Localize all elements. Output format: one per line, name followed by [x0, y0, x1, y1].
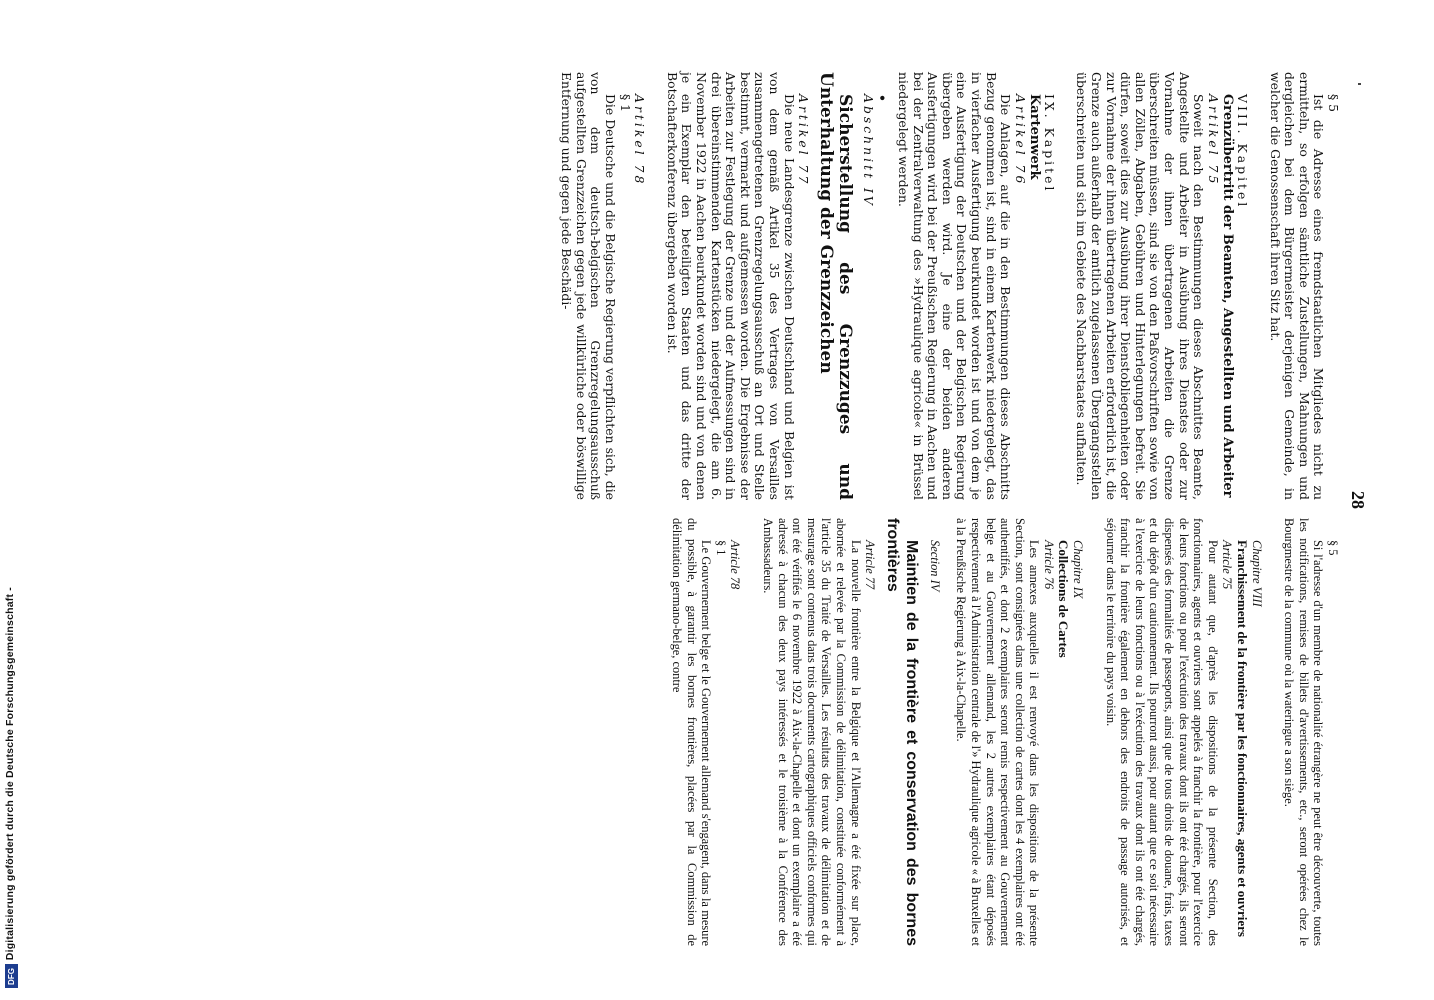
fr-chapter-9: Chapitre IX: [1071, 540, 1086, 599]
fr-article-75-text: Pour autant que, d'après les dispositions de la présente Section, des fonctionnaires, agents et ouvriers sont appelés à franchir la frontière, pour l'exercice de leurs fonctions ou pour l'exécution des travaux dont ils ont été chargés, ils seront dispensés des formalités de passeports, ainsi que de tous droits de douane, frais, taxes et du dépôt d'un cautionnement. Ils pourront aussi, pour autant que ce soit nécessaire à l'exercice de leurs fonctions ou à l'exécution des travaux dont ils ont été chargés, franchir la frontière également en dehors des endroits de passage autorisés, et séjourner dans le territoire du pays voisin.: [1103, 518, 1220, 946]
de-para-5: § 5: [1326, 94, 1341, 113]
de-section-4-title: Sicherstellung des Grenzzuges und Unterhaltung der Grenzzeichen: [816, 72, 856, 500]
de-article-76-text: Die Anlagen, auf die in den Bestimmungen dieses Abschnitts Bezug genommen ist, sind in einem Kartenwerk niedergelegt, das in vierfacher Ausfertigung beurkundet worden ist und von dem je eine Ausfertigung der Deutschen und der Belgischen Regierung übergeben werden wird. Je eine der beiden anderen Ausfertigungen wird bei der Preußischen Regierung in Aachen und bei der Zentralverwaltung des »Hydraulique agricole« in Brüssel niedergelegt werden.: [895, 72, 1014, 500]
fr-chapter-8: Chapitre VIII: [1249, 540, 1264, 607]
fr-article-78-text: Le Gouvernement belge et le Gouvernement allemand s'engagent, dans la mesure du possible, à garantir les bornes frontières, placées par la Commission de délimitation germano-belge, contre: [670, 518, 714, 946]
fr-article-77: Article 77: [863, 540, 878, 590]
fr-section-4: Section IV: [927, 540, 942, 592]
de-separator-dot: •: [875, 94, 891, 102]
de-chapter-8-title: Grenzübertritt der Beamten, Angestellten und Arbeiter: [1220, 94, 1236, 498]
de-article-75-text: Soweit nach den Bestimmungen dieses Abschnittes Beamte, Angestellte und Arbeiter in Ausübung ihres Dienstes oder zur Vornahme der ihnen übertragenen Arbeiten die Grenze überschreiten müssen, sind sie von den Paßvorschriften sowie von allen Zöllen, Abgaben, Gebühren und Hinterlegungen befreit. Sie dürfen, soweit dies zur Ausübung ihrer Dienstobliegenheiten oder zur Vornahme der ihnen übertragenen Arbeiten erforderlich ist, die Grenze auch außerhalb der amtlich zugelassenen Übergangsstellen überschreiten und sich im Gebiete des Nachbarstaates aufhalten.: [1074, 72, 1207, 500]
fr-para-5: § 5: [1326, 540, 1340, 556]
de-section-4: Abschnitt IV: [860, 94, 876, 208]
dfg-footer-text: Digitalisierung gefördert durch die Deutsche Forschungsgemeinschaft -: [4, 586, 16, 960]
fr-article-76-text: Les annexes auxquelles il est renvoyé dans les dispositions de la présente Section, sont consignées dans une collection de cartes dont les 4 exemplaires ont été authentifiés, et dont 2 exemplaires seront remis respectivement au Gouvernement belge et au Gouvernement allemand, les 2 autres exemplaires étant déposés respectivement à l'Administration centrale de l'» Hydraulique agricole « à Bruxelles et à la Preußische Regierung à Aix-la-Chapelle.: [954, 518, 1042, 947]
fr-chapter-8-title: Franchissement de la frontière par les fonctionnaires, agents et ouvriers: [1235, 540, 1251, 937]
de-article-77: Artikel 77: [796, 94, 812, 187]
fr-para-5-text: Si l'adresse d'un membre de nationalité étrangère ne peut être découverte, toutes les notifications, remises de billets d'avertissements, etc., seront opérées chez le Bourgmestre de la commune où la wateringue a son siège.: [1282, 518, 1326, 946]
de-article-75: Artikel 75: [1205, 94, 1221, 187]
dfg-logo: [5, 964, 18, 988]
fr-article-78: Article 78: [728, 540, 743, 590]
page-number: 28: [1348, 491, 1368, 509]
de-chapter-8: VIII. Kapitel: [1235, 94, 1251, 210]
de-article-76: Artikel 76: [1012, 94, 1028, 187]
fr-chapter-9-title: Collections de Cartes: [1056, 540, 1072, 658]
dfg-logo-label: DFG: [7, 967, 17, 985]
de-para-5-text: Ist die Adresse eines fremdstaatlichen Mitgliedes nicht zu ermitteln, so erfolgen sämtliche Zustellungen, Mahnungen und dergleichen bei dem Bürgermeister derjenigen Gemeinde, in welcher die Genossenschaft ihren Sitz hat.: [1267, 72, 1327, 500]
fr-para-1: § 1: [713, 540, 728, 556]
de-chapter-9: IX. Kapitel: [1041, 94, 1057, 194]
fr-article-75: Article 75: [1220, 540, 1235, 590]
dfg-footer: [4, 0, 20, 990]
de-para-1: § 1: [617, 94, 633, 113]
fr-article-77-text: La nouvelle frontière entre la Belgique et l'Allemagne a été fixée sur place, abornée et relevée par la Commission de délimitation, constituée conformément à l'article 35 du Traité de Versailles. Les résultats des travaux de délimitation et de mesurage sont contenus dans trois documents cartographiques officiels conformes qui ont été vérifiés le 6 novembre 1922 à Aix-la-Chapelle et dont un exemplaire a été adressé à chacun des deux pays intéressés et le troisième à la Conférence des Ambassadeurs.: [761, 518, 863, 946]
fr-section-4-title: Maintien de la frontière et conservation des bornes frontières: [884, 518, 921, 946]
de-article-78: Artikel 78: [632, 94, 648, 187]
de-chapter-9-title: Kartenwerk: [1027, 94, 1043, 180]
french-column: [669, 518, 1340, 946]
german-column: [559, 72, 1340, 500]
de-article-77-text: Die neue Landesgrenze zwischen Deutschland und Belgien ist von dem gemäß Artikel 35 des Vertrages von Versailles zusammengetretenen Grenzregelungsausschuß an Ort und Stelle bestimmt, vermarkt und aufgemessen worden. Die Ergebnisse der Arbeiten zur Festlegung der Grenze und der Aufmessungen sind in drei übereinstimmenden Kartenstücken niedergelegt, die am 6. November 1922 in Aachen beurkundet worden sind und von denen je ein Exemplar den beteiligten Staaten und das dritte der Botschafterkonferenz übergeben worden ist.: [664, 72, 797, 500]
de-article-78-text: Die Deutsche und die Belgische Regierung verpflichten sich, die von dem deutsch-belgischen Grenzregelungsausschuß aufgestellten Grenzzeichen gegen jede willkürliche oder böswillige Entfernung und gegen jede Beschädi-: [559, 72, 619, 500]
fr-article-76: Article 76: [1041, 540, 1056, 590]
